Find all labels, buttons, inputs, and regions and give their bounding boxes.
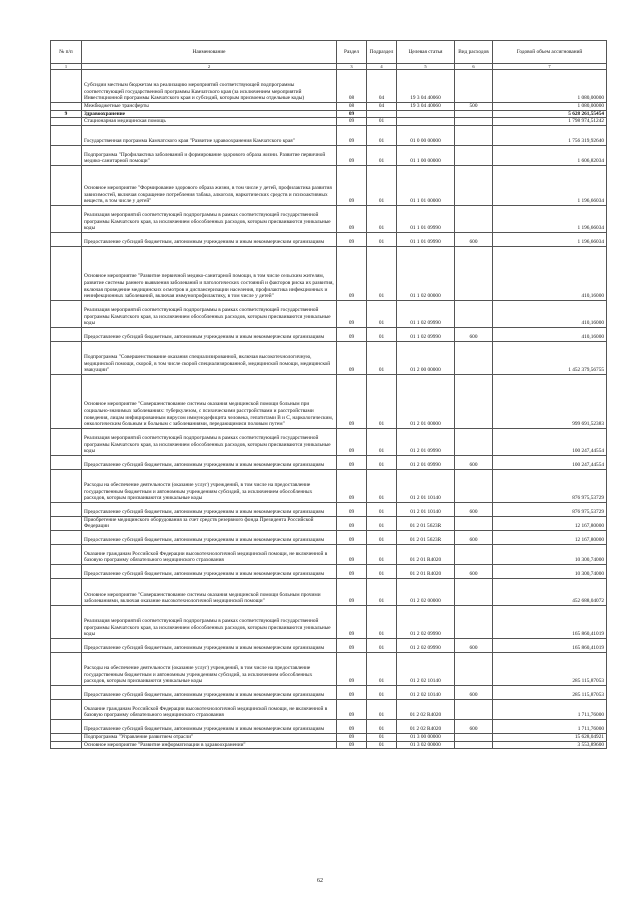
table-header: [51, 41, 607, 70]
row-name: Предоставление субсидий бюджетным, автономным учреждениям и иным некоммерческим организациям: [82, 232, 337, 246]
table-row: [51, 341, 607, 374]
header-expense-type: Вид расходов: [455, 41, 493, 64]
row-amount: 999 691,52383: [493, 374, 607, 428]
row-expense-type: [455, 578, 493, 605]
row-name: Предоставление субсидий бюджетным, автономным учреждениям и иным некоммерческим организациям: [82, 455, 337, 469]
row-amount: 12 167,80000: [493, 530, 607, 544]
table-row: [51, 118, 607, 126]
row-name: Предоставление субсидий бюджетным, автономным учреждениям и иным некоммерческим организациям: [82, 327, 337, 341]
row-index: [51, 578, 82, 605]
row-expense-type: 600: [455, 530, 493, 544]
table-row: [51, 699, 607, 719]
row-amount: 1 196,66034: [493, 205, 607, 232]
row-razdel: 09: [337, 374, 367, 428]
row-expense-type: [455, 652, 493, 685]
row-razdel: 09: [337, 605, 367, 638]
row-target-article: 01 1 00 00000: [397, 145, 455, 165]
row-target-article: 01 2 01 5623R: [397, 530, 455, 544]
row-podrazdel: 01: [367, 428, 397, 455]
row-expense-type: [455, 544, 493, 564]
row-target-article: 01 2 02 10140: [397, 652, 455, 685]
row-index: [51, 469, 82, 502]
row-podrazdel: 01: [367, 564, 397, 578]
row-target-article: [397, 110, 455, 118]
row-amount: 100 247,44554: [493, 428, 607, 455]
row-target-article: 01 2 02 R4020: [397, 699, 455, 719]
row-podrazdel: 01: [367, 685, 397, 699]
row-podrazdel: 01: [367, 341, 397, 374]
row-target-article: 01 1 01 09990: [397, 205, 455, 232]
row-podrazdel: 01: [367, 205, 397, 232]
table-row: [51, 605, 607, 638]
row-podrazdel: 01: [367, 699, 397, 719]
row-podrazdel: 01: [367, 118, 397, 126]
row-amount: 285 115,87053: [493, 685, 607, 699]
row-expense-type: [455, 428, 493, 455]
table-row: [51, 719, 607, 733]
row-razdel: 09: [337, 699, 367, 719]
row-index: [51, 685, 82, 699]
row-index: [51, 246, 82, 300]
table-row: [51, 685, 607, 699]
row-amount: 10 300,74000: [493, 564, 607, 578]
table-row: [51, 516, 607, 530]
row-razdel: 09: [337, 516, 367, 530]
row-expense-type: [455, 699, 493, 719]
row-expense-type: 600: [455, 455, 493, 469]
row-expense-type: [455, 341, 493, 374]
row-name: Предоставление субсидий бюджетным, автономным учреждениям и иным некоммерческим организациям: [82, 530, 337, 544]
column-number: 6: [455, 64, 493, 70]
row-expense-type: 600: [455, 564, 493, 578]
row-index: [51, 165, 82, 205]
row-amount: 100 247,44554: [493, 455, 607, 469]
row-target-article: 01 2 01 5623R: [397, 516, 455, 530]
row-podrazdel: 01: [367, 741, 397, 749]
column-number: 2: [82, 64, 337, 70]
row-podrazdel: 01: [367, 300, 397, 327]
row-target-article: 19 3 04 40060: [397, 70, 455, 103]
row-name: Межбюджетные трансферты: [82, 103, 337, 111]
page-number: 62: [317, 878, 323, 884]
table-row: [51, 455, 607, 469]
row-razdel: 09: [337, 530, 367, 544]
table-row: [51, 578, 607, 605]
budget-table: [50, 40, 607, 749]
column-number: 3: [337, 64, 367, 70]
row-name: Основное мероприятие "Совершенствование системы оказания медицинской помощи больным прочими заболеваниями, включая оказание высокотехнологичной медицинской помощи": [82, 578, 337, 605]
row-podrazdel: 01: [367, 544, 397, 564]
row-podrazdel: 01: [367, 638, 397, 652]
row-expense-type: 600: [455, 502, 493, 516]
row-podrazdel: 04: [367, 70, 397, 103]
row-index: [51, 232, 82, 246]
header-razdel: Раздел: [337, 41, 367, 64]
row-target-article: 01 2 01 10140: [397, 502, 455, 516]
row-target-article: 01 3 02 00000: [397, 741, 455, 749]
table-row: [51, 428, 607, 455]
row-name: Государственная программа Камчатского края "Развитие здравоохранения Камчатского края": [82, 125, 337, 145]
row-name: Приобретение медицинского оборудования за счет средств резервного фонда Президента Российской Федерации: [82, 516, 337, 530]
row-podrazdel: 01: [367, 502, 397, 516]
row-index: [51, 125, 82, 145]
table-row: [51, 502, 607, 516]
column-number: 7: [493, 64, 607, 70]
row-index: [51, 205, 82, 232]
row-name: Основное мероприятие "Развитие первичной медико-санитарной помощи, в том числе сельским жителям, развитие системы раннего выявления заболеваний и патологических состояний и факторов риска их развития, включая проведение медицинских осмотров и диспансеризации населения, профилактика инфекционных и неинфекционных заболеваний, включая иммунопрофилактику, в том числе у детей": [82, 246, 337, 300]
header-row: [51, 41, 607, 64]
row-expense-type: [455, 516, 493, 530]
row-name: Реализация мероприятий соответствующей подпрограммы в рамках соответствующей государственной программы Камчатского края, за исключением обособленных расходов, которым присваиваются уникальные коды: [82, 428, 337, 455]
row-name: Реализация мероприятий соответствующей подпрограммы в рамках соответствующей государственной программы Камчатского края, за исключением обособленных расходов, которым присваиваются уникальные коды: [82, 300, 337, 327]
row-name: Субсидии местным бюджетам на реализацию мероприятий соответствующей подпрограммы соответствующей государственной программы Камчатского края (за исключением мероприятий Инвестиционной программы Камчатского края и субсидий, которым присвоены отдельные коды): [82, 70, 337, 103]
row-podrazdel: 04: [367, 103, 397, 111]
table-row: [51, 544, 607, 564]
row-target-article: 01 2 02 10140: [397, 685, 455, 699]
row-podrazdel: [367, 110, 397, 118]
row-podrazdel: 01: [367, 327, 397, 341]
row-index: [51, 652, 82, 685]
row-razdel: 09: [337, 300, 367, 327]
table-row: [51, 530, 607, 544]
row-podrazdel: 01: [367, 530, 397, 544]
row-amount: 165 860,41019: [493, 638, 607, 652]
row-name: Оказание гражданам Российской Федерации высокотехнологичной медицинской помощи, не включенной в базовую программу обязательного медицинского страхования: [82, 544, 337, 564]
row-razdel: 09: [337, 469, 367, 502]
table-row: [51, 165, 607, 205]
row-amount: 1 756 319,92640: [493, 125, 607, 145]
row-razdel: 09: [337, 145, 367, 165]
row-name: Основное мероприятие "Формирование здорового образа жизни, в том числе у детей, профилактика развития зависимостей, включая сокращение потребления табака, алкоголя, наркотических средств и психоактивных веществ, в том числе у детей": [82, 165, 337, 205]
row-amount: 1 196,66034: [493, 165, 607, 205]
row-index: [51, 544, 82, 564]
table-row: [51, 564, 607, 578]
row-podrazdel: 01: [367, 232, 397, 246]
row-razdel: 09: [337, 741, 367, 749]
row-razdel: 08: [337, 103, 367, 111]
row-podrazdel: 01: [367, 374, 397, 428]
row-podrazdel: 01: [367, 733, 397, 741]
row-index: [51, 699, 82, 719]
row-expense-type: [455, 741, 493, 749]
row-podrazdel: 01: [367, 145, 397, 165]
row-index: [51, 70, 82, 103]
row-amount: 10 300,74000: [493, 544, 607, 564]
row-razdel: 09: [337, 232, 367, 246]
row-index: [51, 530, 82, 544]
row-razdel: 09: [337, 719, 367, 733]
row-name: Реализация мероприятий соответствующей подпрограммы в рамках соответствующей государственной программы Камчатского края, за исключением обособленных расходов, которым присваиваются уникальные коды: [82, 605, 337, 638]
row-index: [51, 327, 82, 341]
table-row: [51, 374, 607, 428]
row-amount: 1 711,76000: [493, 719, 607, 733]
row-name: Предоставление субсидий бюджетным, автономным учреждениям и иным некоммерческим организациям: [82, 564, 337, 578]
row-target-article: 01 1 02 09990: [397, 327, 455, 341]
row-razdel: 09: [337, 428, 367, 455]
row-expense-type: [455, 70, 493, 103]
table-row: [51, 300, 607, 327]
row-index: [51, 145, 82, 165]
row-expense-type: [455, 125, 493, 145]
row-amount: 15 628,04921: [493, 733, 607, 741]
row-razdel: 09: [337, 455, 367, 469]
row-expense-type: 600: [455, 719, 493, 733]
row-razdel: 09: [337, 564, 367, 578]
row-index: [51, 733, 82, 741]
row-razdel: 09: [337, 652, 367, 685]
row-index: [51, 118, 82, 126]
row-name: Предоставление субсидий бюджетным, автономным учреждениям и иным некоммерческим организациям: [82, 638, 337, 652]
row-target-article: 01 2 01 09990: [397, 428, 455, 455]
row-amount: 876 975,53729: [493, 469, 607, 502]
row-name: Основное мероприятие "Совершенствование системы оказания медицинской помощи больным при социально-значимых заболеваниях: туберкулезом, с психическими расстройствами и расстройствами поведения, лицам инфицированным вирусом иммунодефицита человека, гепатитами В и С, наркологическим, онкологическим больным и больным с заболеваниями, передающимися половым путем": [82, 374, 337, 428]
table-row: [51, 469, 607, 502]
row-name: Подпрограмма "Совершенствование оказания специализированной, включая высокотехнологичную, медицинской помощи, скорой, в том числе скорой специализированной, медицинской помощи, медицинской эвакуации": [82, 341, 337, 374]
row-podrazdel: 01: [367, 455, 397, 469]
table-row: [51, 652, 607, 685]
row-amount: 410,16000: [493, 327, 607, 341]
table-row: [51, 246, 607, 300]
row-target-article: 01 2 02 R4020: [397, 719, 455, 733]
row-index: [51, 502, 82, 516]
row-podrazdel: 01: [367, 719, 397, 733]
row-name: Стационарная медицинская помощь: [82, 118, 337, 126]
row-name: Расходы на обеспечение деятельности (оказание услуг) учреждений, в том числе на предоставление государственным бюджетным и автономным учреждениям субсидий, за исключением обособленных расходов, которым присваиваются уникальные коды: [82, 469, 337, 502]
row-index: [51, 719, 82, 733]
row-razdel: 09: [337, 165, 367, 205]
row-podrazdel: 01: [367, 125, 397, 145]
column-number: 1: [51, 64, 82, 70]
header-podrazdel: Подраздел: [367, 41, 397, 64]
row-name: Основное мероприятие "Развитие информатизации в здравоохранении": [82, 741, 337, 749]
row-index: [51, 428, 82, 455]
row-index: [51, 455, 82, 469]
row-podrazdel: 01: [367, 516, 397, 530]
table-row: [51, 733, 607, 741]
column-number: 4: [367, 64, 397, 70]
table-row: [51, 103, 607, 111]
row-target-article: 01 1 02 00000: [397, 246, 455, 300]
row-amount: 5 628 261,55454: [493, 110, 607, 118]
row-amount: 1 798 974,51242: [493, 118, 607, 126]
row-amount: 1 606,82034: [493, 145, 607, 165]
row-razdel: 09: [337, 205, 367, 232]
row-expense-type: [455, 118, 493, 126]
row-expense-type: [455, 246, 493, 300]
row-amount: 285 115,87053: [493, 652, 607, 685]
row-expense-type: 600: [455, 327, 493, 341]
row-name: Предоставление субсидий бюджетным, автономным учреждениям и иным некоммерческим организациям: [82, 719, 337, 733]
row-target-article: 01 2 01 09990: [397, 455, 455, 469]
row-target-article: 01 2 00 00000: [397, 341, 455, 374]
row-expense-type: 600: [455, 638, 493, 652]
row-target-article: 01 2 01 R4020: [397, 544, 455, 564]
row-name: Расходы на обеспечение деятельности (оказание услуг) учреждений, в том числе на предоставление государственным бюджетным и автономным учреждениям субсидий, за исключением обособленных расходов, которым присваиваются уникальные коды: [82, 652, 337, 685]
row-amount: 165 860,41019: [493, 605, 607, 638]
row-index: [51, 516, 82, 530]
row-index: [51, 564, 82, 578]
row-index: [51, 741, 82, 749]
row-target-article: 01 1 01 00000: [397, 165, 455, 205]
row-amount: 410,16000: [493, 300, 607, 327]
row-target-article: 19 3 04 40060: [397, 103, 455, 111]
row-index: [51, 341, 82, 374]
table-row: [51, 125, 607, 145]
row-razdel: 09: [337, 327, 367, 341]
row-name: Предоставление субсидий бюджетным, автономным учреждениям и иным некоммерческим организациям: [82, 685, 337, 699]
row-expense-type: 600: [455, 685, 493, 699]
row-podrazdel: 01: [367, 469, 397, 502]
row-expense-type: [455, 165, 493, 205]
row-target-article: 01 2 01 00000: [397, 374, 455, 428]
table-row: [51, 232, 607, 246]
row-expense-type: 600: [455, 232, 493, 246]
row-razdel: 09: [337, 578, 367, 605]
row-podrazdel: 01: [367, 605, 397, 638]
row-target-article: 01 1 02 09990: [397, 300, 455, 327]
row-razdel: 09: [337, 246, 367, 300]
row-expense-type: 500: [455, 103, 493, 111]
row-razdel: 09: [337, 544, 367, 564]
row-amount: 1 080,00000: [493, 103, 607, 111]
row-expense-type: [455, 300, 493, 327]
row-name: Реализация мероприятий соответствующей подпрограммы в рамках соответствующей государственной программы Камчатского края, за исключением обособленных расходов, которым присваиваются уникальные коды: [82, 205, 337, 232]
row-razdel: 09: [337, 341, 367, 374]
row-target-article: 01 1 01 09990: [397, 232, 455, 246]
header-target-article: Целевая статья: [397, 41, 455, 64]
row-amount: 12 167,80000: [493, 516, 607, 530]
row-razdel: 09: [337, 733, 367, 741]
row-amount: 1 196,66034: [493, 232, 607, 246]
table-row: [51, 741, 607, 749]
row-podrazdel: 01: [367, 578, 397, 605]
row-podrazdel: 01: [367, 165, 397, 205]
table-body: [51, 70, 607, 749]
row-razdel: 08: [337, 70, 367, 103]
row-expense-type: [455, 110, 493, 118]
row-index: [51, 300, 82, 327]
row-podrazdel: 01: [367, 652, 397, 685]
row-amount: 876 975,53729: [493, 502, 607, 516]
row-expense-type: [455, 733, 493, 741]
table-row: [51, 205, 607, 232]
row-index: [51, 638, 82, 652]
row-razdel: 09: [337, 638, 367, 652]
row-amount: 3 553,89600: [493, 741, 607, 749]
row-amount: 410,16000: [493, 246, 607, 300]
row-expense-type: [455, 205, 493, 232]
row-amount: 1 080,00000: [493, 70, 607, 103]
table-row: [51, 110, 607, 118]
table-row: [51, 70, 607, 103]
row-index: [51, 103, 82, 111]
table-row: [51, 145, 607, 165]
row-target-article: 01 3 00 00000: [397, 733, 455, 741]
row-target-article: 01 0 00 00000: [397, 125, 455, 145]
row-target-article: 01 2 01 R4020: [397, 564, 455, 578]
row-target-article: 01 2 01 10140: [397, 469, 455, 502]
row-target-article: 01 2 02 09990: [397, 605, 455, 638]
row-name: Оказание гражданам Российской Федерации высокотехнологичной медицинской помощи, не включенной в базовую программу обязательного медицинского страхования: [82, 699, 337, 719]
row-expense-type: [455, 605, 493, 638]
row-expense-type: [455, 374, 493, 428]
row-expense-type: [455, 145, 493, 165]
table-row: [51, 327, 607, 341]
row-razdel: 09: [337, 118, 367, 126]
row-index: [51, 605, 82, 638]
row-name: Подпрограмма "Профилактика заболеваний и формирование здорового образа жизни. Развитие первичной медико-санитарной помощи": [82, 145, 337, 165]
row-razdel: 09: [337, 502, 367, 516]
row-razdel: 09: [337, 685, 367, 699]
row-target-article: 01 2 02 09990: [397, 638, 455, 652]
row-razdel: 09: [337, 110, 367, 118]
row-razdel: 09: [337, 125, 367, 145]
row-name: Предоставление субсидий бюджетным, автономным учреждениям и иным некоммерческим организациям: [82, 502, 337, 516]
row-index: [51, 374, 82, 428]
row-target-article: 01 2 02 00000: [397, 578, 455, 605]
header-number: № п/п: [51, 41, 82, 64]
row-amount: 1 711,76000: [493, 699, 607, 719]
row-index: 9: [51, 110, 82, 118]
row-amount: 452 688,04072: [493, 578, 607, 605]
header-annual-amount: Годовой объем ассигнований: [493, 41, 607, 64]
row-name: Подпрограмма "Управление развитием отрасли": [82, 733, 337, 741]
column-number: 5: [397, 64, 455, 70]
header-name: Наименование: [82, 41, 337, 64]
row-amount: 1 452 379,56755: [493, 341, 607, 374]
row-expense-type: [455, 469, 493, 502]
row-name: Здравоохранение: [82, 110, 337, 118]
table-row: [51, 638, 607, 652]
row-podrazdel: 01: [367, 246, 397, 300]
row-target-article: [397, 118, 455, 126]
